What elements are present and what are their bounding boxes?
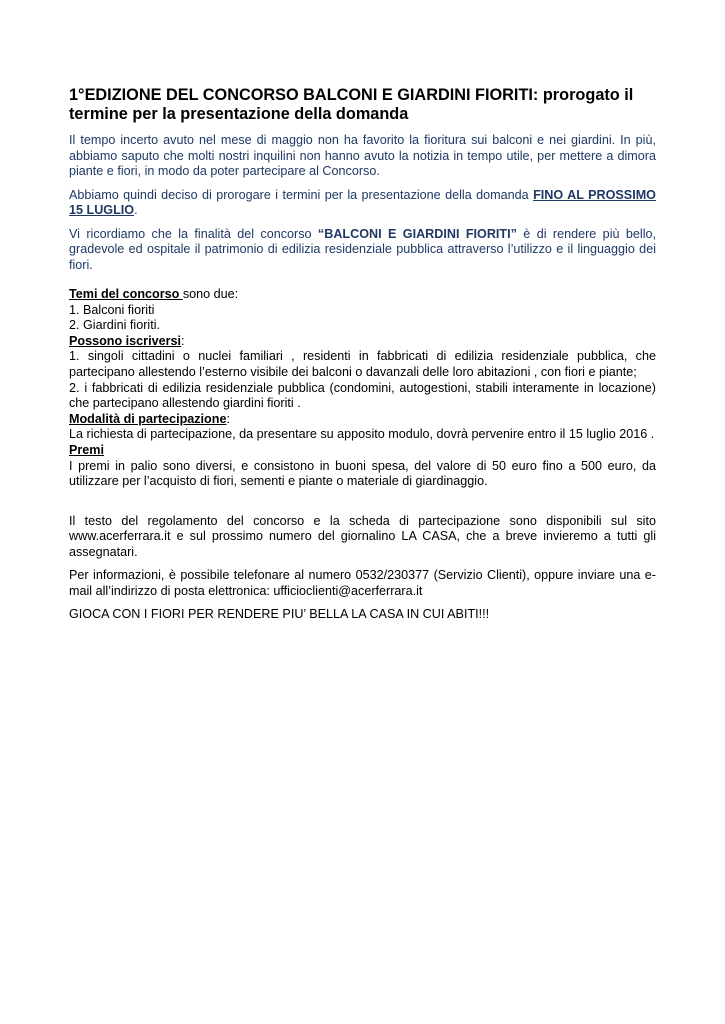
- deadline-highlight: FINO AL PROSSIMO 15 LUGLIO: [69, 187, 656, 217]
- iscrizione-heading-suffix: :: [181, 333, 185, 348]
- iscrizione-heading-line: [69, 334, 656, 350]
- modalita-heading: Modalità di partecipazione: [69, 411, 227, 426]
- temi-heading: Temi del concorso: [69, 287, 183, 301]
- intro-paragraph-2-end: .: [134, 203, 138, 217]
- temi-heading-suffix: sono due:: [182, 287, 239, 301]
- modalita-heading-line: [69, 412, 656, 428]
- intro-paragraph-3-end: è di rendere più bello, gradevole ed ospitale il patrimonio di edilizia residenziale pubblica attraverso l’utilizzo e il linguaggio dei fiori.: [69, 226, 656, 272]
- informazioni-paragraph: Per informazioni, è possibile telefonare al numero 0532/230377 (Servizio Clienti), oppure inviare una e-mail all’indirizzo di posta elettronica: ufficioclienti@acerferrara.it: [69, 568, 656, 598]
- premi-heading: Premi: [69, 442, 105, 457]
- intro-paragraph-2: [69, 188, 656, 219]
- premi-heading-line: [69, 443, 656, 459]
- document-page: [69, 86, 656, 623]
- iscrizione-item-2: 2. i fabbricati di edilizia residenziale pubblica (condomini, autogestioni, stabili interamente in locazione) che partecipano allestendo giardini fioriti .: [69, 380, 656, 411]
- temi-item-1: 1. Balconi fioriti: [69, 302, 155, 317]
- iscrizione-heading: Possono iscriversi: [69, 333, 181, 348]
- document-title: 1°EDIZIONE DEL CONCORSO BALCONI E GIARDINI FIORITI: prorogato il termine per la presentazione della domanda: [69, 86, 634, 123]
- intro-paragraph-1: Il tempo incerto avuto nel mese di maggio non ha favorito la fioritura sui balconi e nei giardini. In più, abbiamo saputo che molti nostri inquilini non hanno avuto la notizia in tempo utile, per mettere a dimora piante e fiori, in modo da poter partecipare al Concorso.: [69, 133, 656, 178]
- modalita-text: La richiesta di partecipazione, da presentare su apposito modulo, dovrà pervenire entro il 15 luglio 2016 .: [69, 427, 655, 442]
- temi-heading-line: [69, 287, 656, 303]
- details-section: [69, 287, 656, 490]
- closing-slogan: GIOCA CON I FIORI PER RENDERE PIU’ BELLA LA CASA IN CUI ABITI!!!: [69, 607, 490, 622]
- modalita-heading-suffix: :: [226, 411, 230, 426]
- iscrizione-item-1: 1. singoli cittadini o nuclei familiari , residenti in fabbricati di edilizia residenziale pubblica, che partecipano allestendo l’esterno visibile dei balconi o davanzali delle loro abitazioni , con fiori e piante;: [69, 349, 656, 379]
- intro-paragraph-3: [69, 227, 656, 274]
- intro-paragraph-3-text: Vi ricordiamo che la finalità del concorso: [69, 226, 318, 241]
- contest-name: “BALCONI E GIARDINI FIORITI”: [317, 226, 517, 241]
- temi-item-2: 2. Giardini fioriti.: [69, 318, 160, 333]
- premi-text: I premi in palio sono diversi, e consistono in buoni spesa, del valore di 50 euro fino a 500 euro, da utilizzare per l’acquisto di fiori, sementi e piante o materiale di giardinaggio.: [69, 458, 656, 489]
- regolamento-paragraph: Il testo del regolamento del concorso e la scheda di partecipazione sono disponibili sul sito www.acerferrara.it e sul prossimo numero del giornalino LA CASA, che a breve invieremo a tutti gli assegnatari.: [69, 513, 656, 559]
- intro-paragraph-2-text: Abbiamo quindi deciso di prorogare i termini per la presentazione della domanda: [69, 187, 534, 202]
